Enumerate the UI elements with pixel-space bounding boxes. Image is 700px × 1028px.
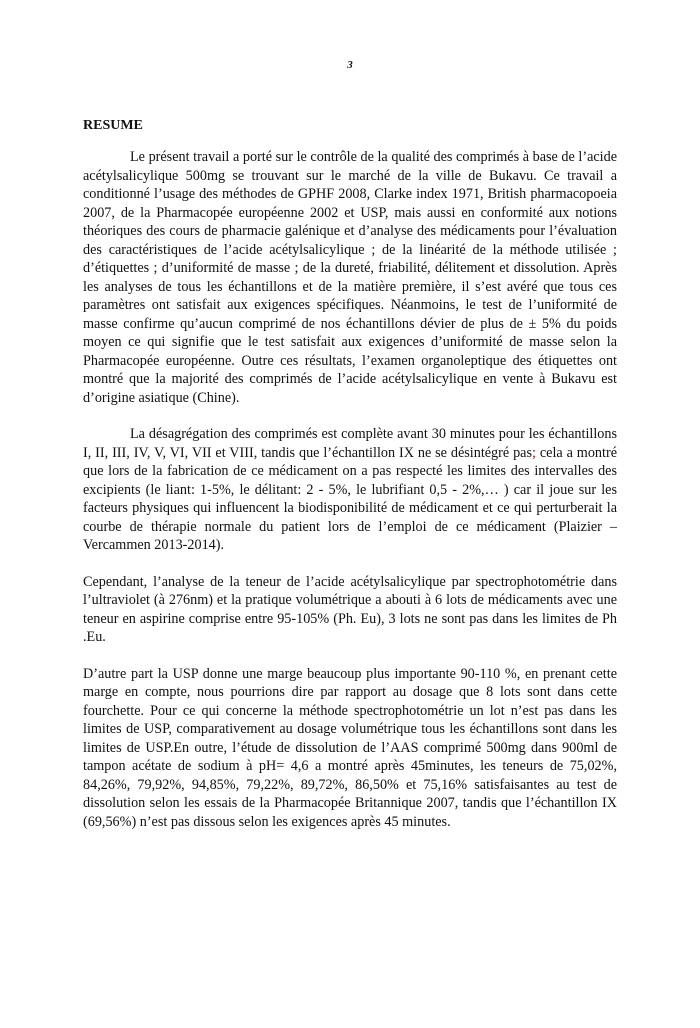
page-number: 3 xyxy=(347,59,353,71)
paragraph-1: Le présent travail a porté sur le contrôle de la qualité des comprimés à base de l’acide acétylsalicylique 500mg se trouvant sur le marché de la ville de Bukavu. Ce travail a conditionné l’usage des méthodes de GPHF 2008, Clarke index 1971, British pharmacopoeia 2007, de la Pharmacopée européenne 2002 et USP, mais aussi en conformité aux notions théoriques des cours de pharmacie galénique et d’analyse des médicaments pour l’évaluation des caractéristiques de l’acide acétylsalicylique ; de la linéarité de la méthode utilisée ; d’étiquettes ; d’uniformité de masse ; de la dureté, friabilité, délitement et dissolution. Après les analyses de tous les échantillons et de la matière première, il s’est avéré que tous ces paramètres ont satisfait aux exigences spécifiques. Néanmoins, le test de l’uniformité de masse confirme qu’aucun comprimé de nos échantillons dévier de plus de ± 5% du poids moyen ce qui signifie que le test satisfait aux exigences d’uniformité de masse selon la Pharmacopée européenne. Outre ces résultats, l’examen organoleptique des étiquettes ont montré que la majorité des comprimés de l’acide acétylsalicylique en vente à Bukavu est d’origine asiatique (Chine). xyxy=(83,149,617,406)
document-body xyxy=(83,116,617,849)
paragraph-4: D’autre part la USP donne une marge beaucoup plus importante 90-110 %, en prenant cette marge en compte, nous pourrions dire par rapport au dosage que 8 lots sont dans cette fourchette. Pour ce qui concerne la méthode spectrophotométrie un lot n’est pas dans les limites de USP, comparativement au dosage volumétrique tous les échantillons sont dans les limites de USP.En outre, l’étude de dissolution de l’AAS comprimé 500mg dans 900ml de tampon acétate de sodium à pH= 4,6 a montré après 45minutes, les teneurs de 75,02%, 84,26%, 79,92%, 94,85%, 79,22%, 89,72%, 86,50% et 75,16% satisfaisantes au test de dissolution selon les essais de la Pharmacopée Britannique 2007, tandis que l’échantillon IX (69,56%) n’est pas dissous selon les exigences après 45 minutes. xyxy=(83,665,617,830)
paragraph-2-text-before: La désagrégation des comprimés est complète avant 30 minutes pour les échantillons I, II, III, IV, V, VI, VII et VIII, tandis que l’échantillon IX ne se désintégré pas xyxy=(83,426,617,461)
paragraph-2-text-after: cela a montré que lors de la fabrication de ce médicament on a pas respecté les limites des intervalles des excipients (le liant: 1-5%, le délitant: 2 - 5%, le lubrifiant 0,5 - 2%,… ) car il joue sur les facteurs physiques qui influencent la biodisponibilité de médicament et ce qui perturberait la courbe de thérapie normale du patient lors de l’emploi de ce médicament (Plaizier – Vercammen 2013-2014). xyxy=(83,444,617,553)
paragraph-3: Cependant, l’analyse de la teneur de l’acide acétylsalicylique par spectrophotométrie dans l’ultraviolet (à 276nm) et la pratique volumétrique a abouti à 6 lots de médicaments avec une teneur en aspirine comprise entre 95-105% (Ph. Eu), 3 lots ne sont pas dans les limites de Ph .Eu. xyxy=(83,573,617,645)
paragraph-2-red-mark: ; xyxy=(532,444,536,461)
section-heading: RESUME xyxy=(83,118,143,133)
paragraph-2 xyxy=(83,425,617,555)
